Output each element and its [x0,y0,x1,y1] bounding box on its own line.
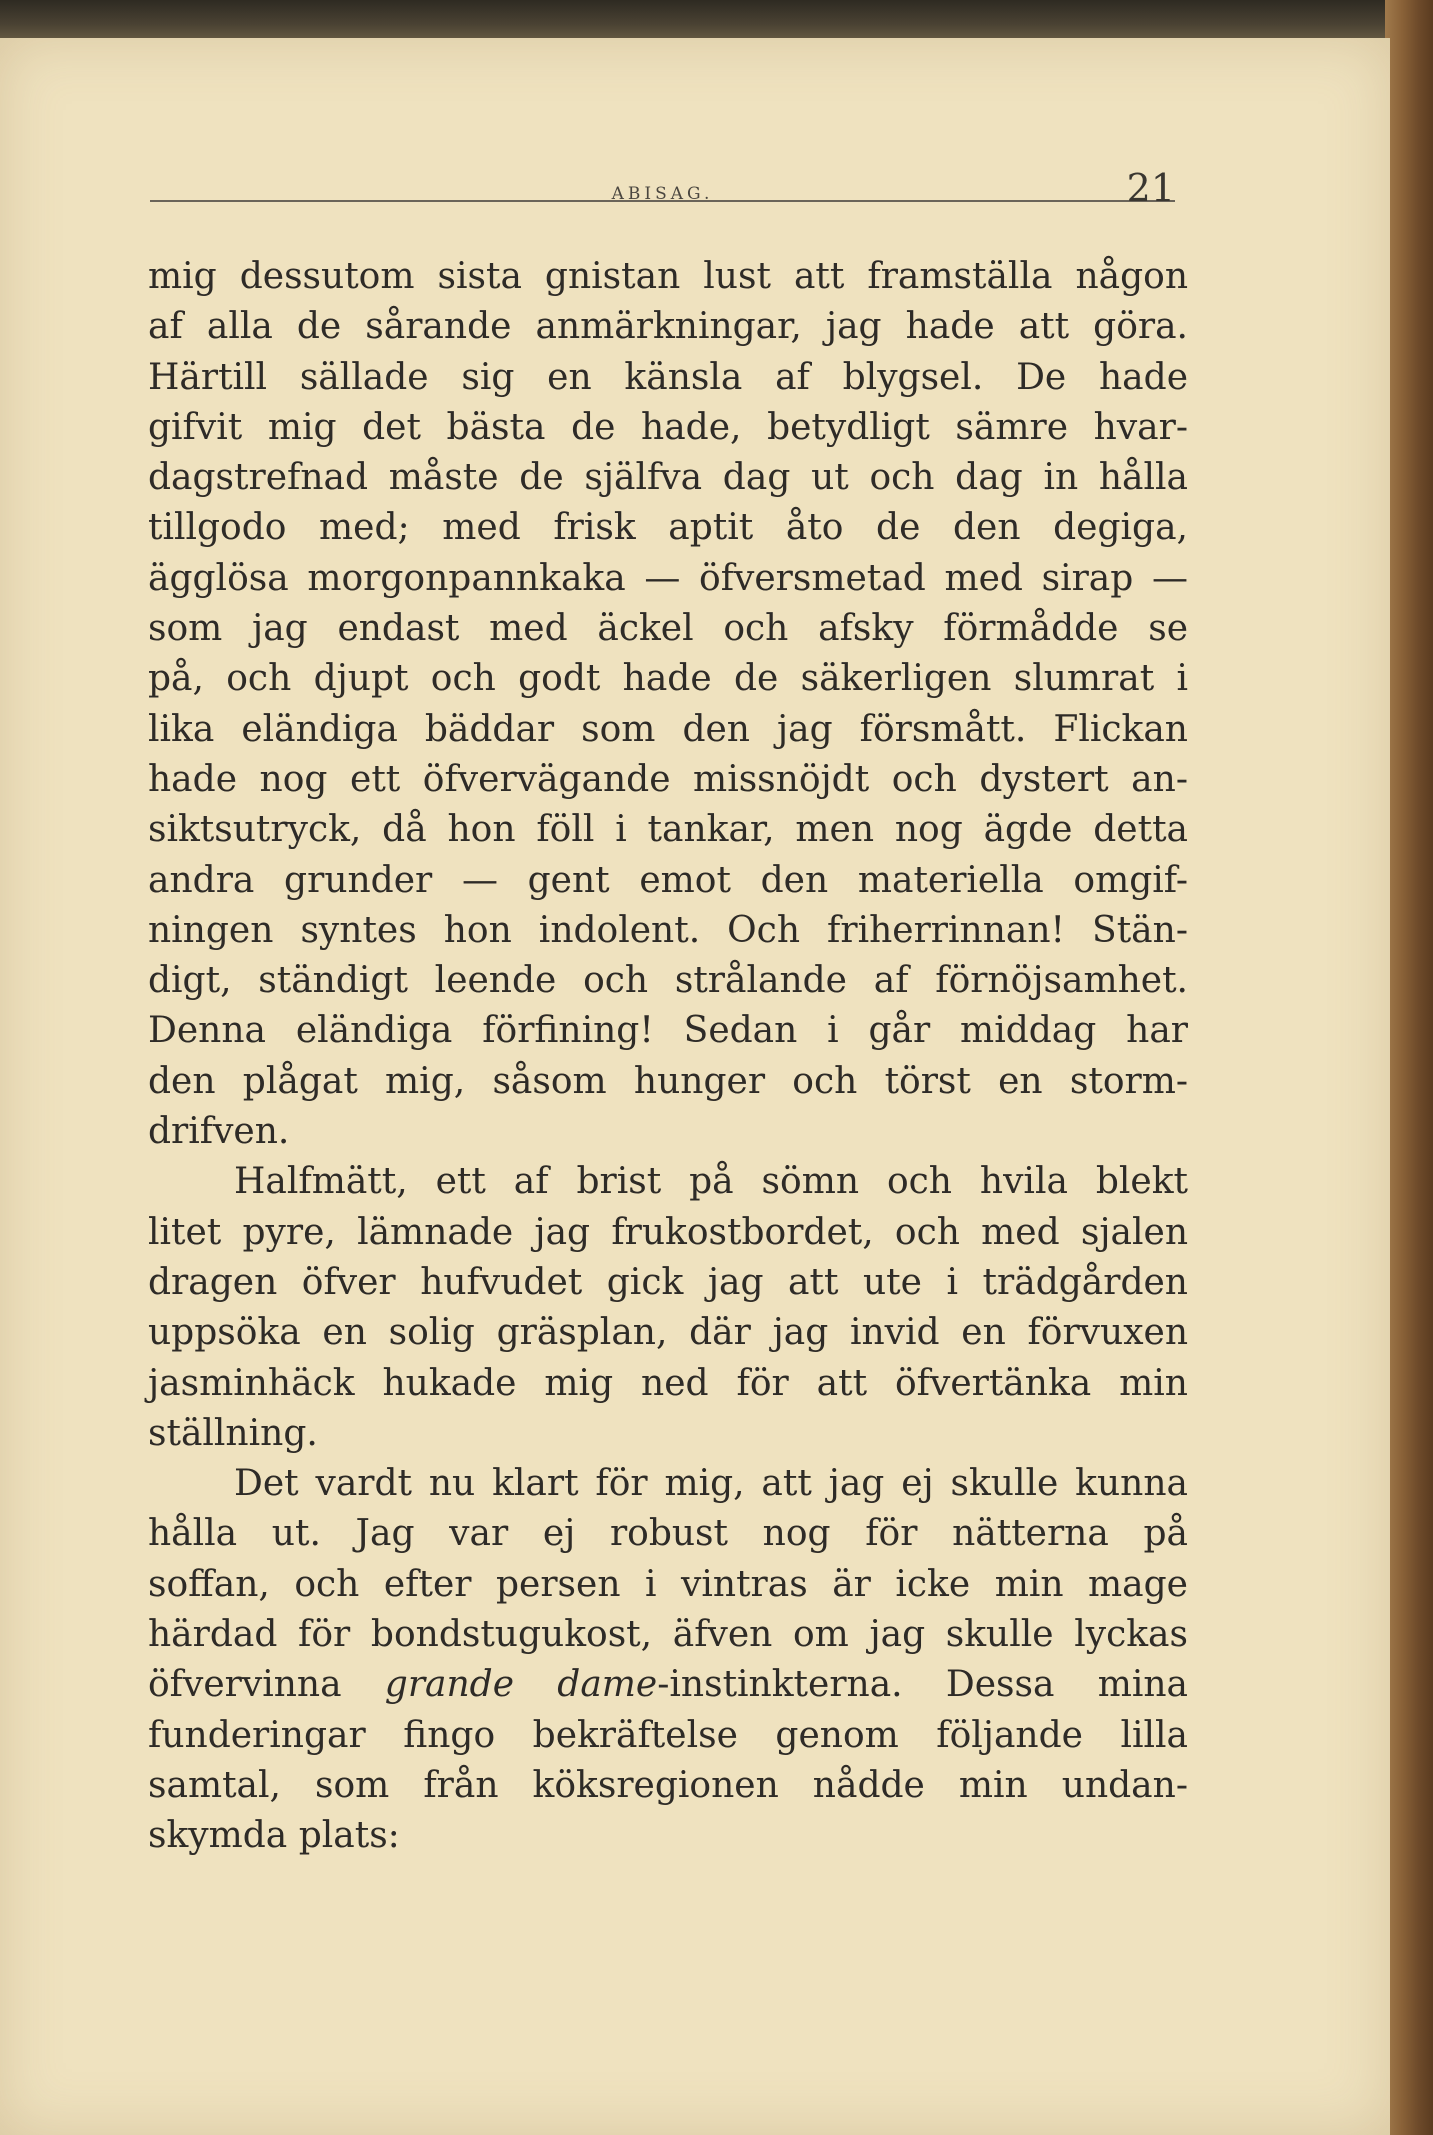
page-header [150,140,1175,210]
running-title: ABISAG. [611,184,714,204]
text-line: tillgodo med; med frisk aptit åto de den degiga, [148,507,1188,549]
text-line: uppsöka en solig gräsplan, där jag invid en förvuxen [148,1312,1188,1354]
book-fore-edge [1385,0,1433,2135]
text-line: drifven. [148,1111,290,1153]
text-line: funderingar fingo bekräftelse genom följande lilla [148,1714,1188,1756]
text-line: digt, ständigt leende och strålande af förnöjsamhet. [148,960,1188,1002]
text-line: som jag endast med äckel och afsky förmådde se [148,608,1188,650]
text-line: Denna eländiga förfining! Sedan i går middag har [148,1010,1188,1052]
text-line: af alla de sårande anmärkningar, jag hade att göra. [148,306,1188,348]
text-run: öfvervinna [148,1664,385,1706]
text-line: lika eländiga bäddar som den jag försmått. Flickan [148,708,1188,750]
text-line: skymda plats: [148,1815,400,1857]
text-line: ningen syntes hon indolent. Och friherrinnan! Stän- [148,909,1188,951]
italic-phrase: grande dame [384,1664,658,1706]
text-line: litet pyre, lämnade jag frukostbordet, och med sjalen [148,1211,1188,1253]
paragraph-1 [148,252,1188,1157]
text-line: ägglösa morgonpannkaka — öfversmetad med sirap — [148,557,1188,599]
paragraph-3 [148,1459,1188,1861]
text-line: den plågat mig, såsom hunger och törst en storm- [148,1060,1188,1102]
text-line: Halfmätt, ett af brist på sömn och hvila blekt [234,1161,1188,1203]
text-line: hade nog ett öfvervägande missnöjdt och dystert an- [148,758,1188,800]
text-line: soffan, och efter persen i vintras är icke min mage [148,1563,1188,1605]
text-line: dagstrefnad måste de själfva dag ut och dag in hålla [148,457,1188,499]
paragraph-2 [148,1157,1188,1459]
text-line: ställning. [148,1412,318,1454]
text-line: andra grunder — gent emot den materiella omgif- [148,859,1188,901]
text-run: -instinkterna. Dessa mina [657,1664,1188,1706]
text-line: jasminhäck hukade mig ned för att öfvertänka min [148,1362,1188,1404]
text-line: mig dessutom sista gnistan lust att framställa någon [148,256,1188,297]
text-line: samtal, som från köksregionen nådde min undan- [148,1764,1188,1806]
text-line: Det vardt nu klart för mig, att jag ej skulle kunna [234,1463,1188,1505]
text-line: Härtill sällade sig en känsla af blygsel. De hade [148,356,1188,398]
text-line: hålla ut. Jag var ej robust nog för nätterna på [148,1513,1188,1555]
text-line: siktsutryck, då hon föll i tankar, men nog ägde detta [148,809,1188,851]
body-text [148,252,1188,1862]
text-line: härdad för bondstugukost, äfven om jag skulle lyckas [148,1614,1188,1656]
text-line: gifvit mig det bästa de hade, betydligt sämre hvar- [148,406,1188,448]
text-line: på, och djupt och godt hade de säkerligen slumrat i [148,658,1188,700]
text-line-with-italic [148,1660,1188,1710]
page-number: 21 [1126,166,1175,210]
text-line: dragen öfver hufvudet gick jag att ute i trädgården [148,1261,1188,1303]
